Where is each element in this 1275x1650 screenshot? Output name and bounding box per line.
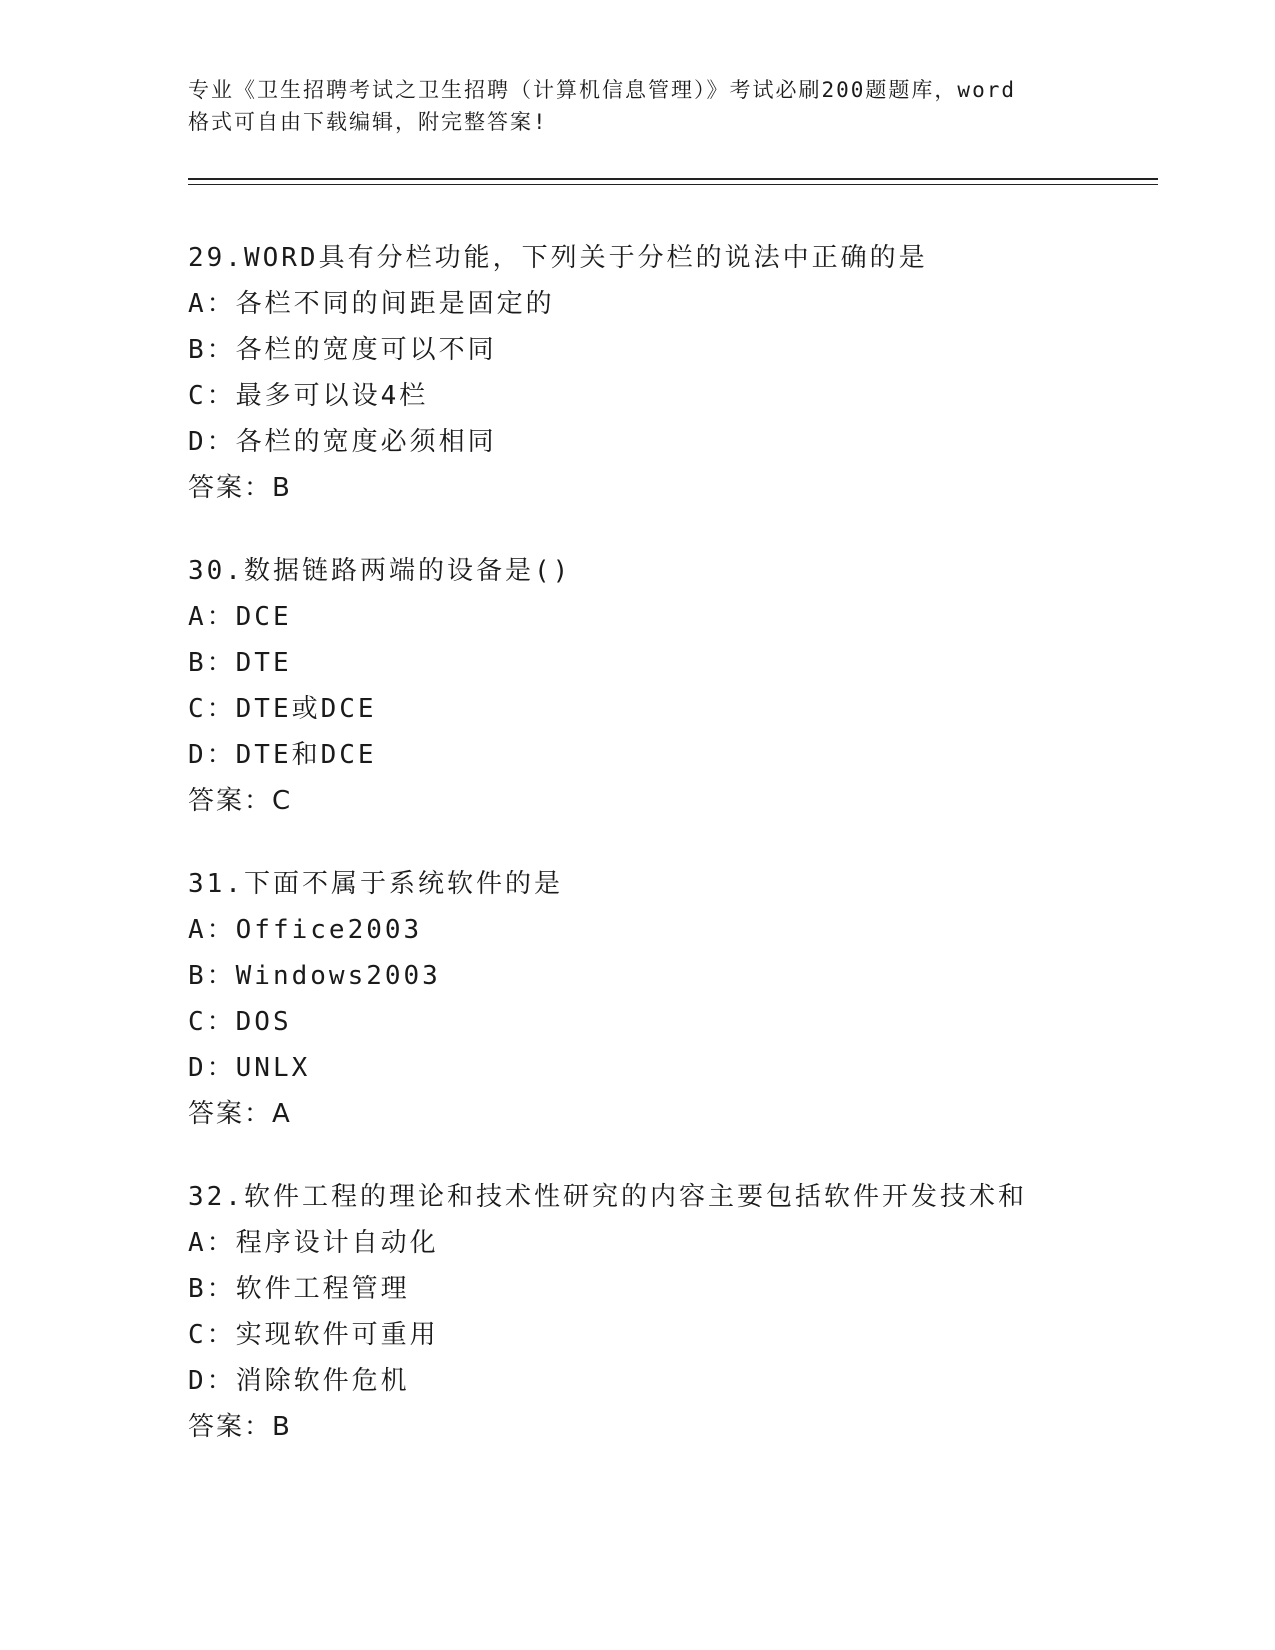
option-d: D：消除软件危机 (188, 1366, 410, 1396)
answer-line: 答案：B (188, 473, 292, 503)
header-line-2: 格式可自由下载编辑，附完整答案! (188, 110, 548, 134)
question-stem: 31.下面不属于系统软件的是 (188, 869, 563, 899)
header-line-1: 专业《卫生招聘考试之卫生招聘（计算机信息管理）》考试必刷200题题库，word (188, 78, 1016, 102)
option-a: A：Office2003 (188, 915, 423, 945)
question-31 (188, 861, 1168, 1137)
question-30 (188, 548, 1168, 824)
option-a: A：程序设计自动化 (188, 1228, 439, 1258)
answer-line: 答案：C (188, 786, 293, 816)
option-b: B：软件工程管理 (188, 1274, 410, 1304)
option-c: C：最多可以设4栏 (188, 381, 429, 411)
question-stem: 32.软件工程的理论和技术性研究的内容主要包括软件开发技术和 (188, 1182, 1027, 1212)
option-b: B：DTE (188, 648, 292, 678)
option-c: C：DOS (188, 1007, 292, 1037)
question-32 (188, 1174, 1168, 1450)
question-list (188, 235, 1168, 1487)
option-d: D：UNLX (188, 1053, 311, 1083)
answer-line: 答案：A (188, 1099, 292, 1129)
option-c: C：DTE或DCE (188, 694, 377, 724)
header-divider-thin (188, 184, 1158, 185)
question-29 (188, 235, 1168, 511)
document-header (188, 74, 1088, 138)
option-b: B：Windows2003 (188, 961, 441, 991)
option-d: D：各栏的宽度必须相同 (188, 427, 497, 457)
option-a: A：DCE (188, 602, 292, 632)
answer-line: 答案：B (188, 1412, 292, 1442)
question-stem: 30.数据链路两端的设备是() (188, 556, 572, 586)
question-stem: 29.WORD具有分栏功能，下列关于分栏的说法中正确的是 (188, 243, 928, 273)
option-c: C：实现软件可重用 (188, 1320, 439, 1350)
option-d: D：DTE和DCE (188, 740, 377, 770)
option-a: A：各栏不同的间距是固定的 (188, 289, 555, 319)
header-divider-thick (188, 178, 1158, 180)
option-b: B：各栏的宽度可以不同 (188, 335, 497, 365)
